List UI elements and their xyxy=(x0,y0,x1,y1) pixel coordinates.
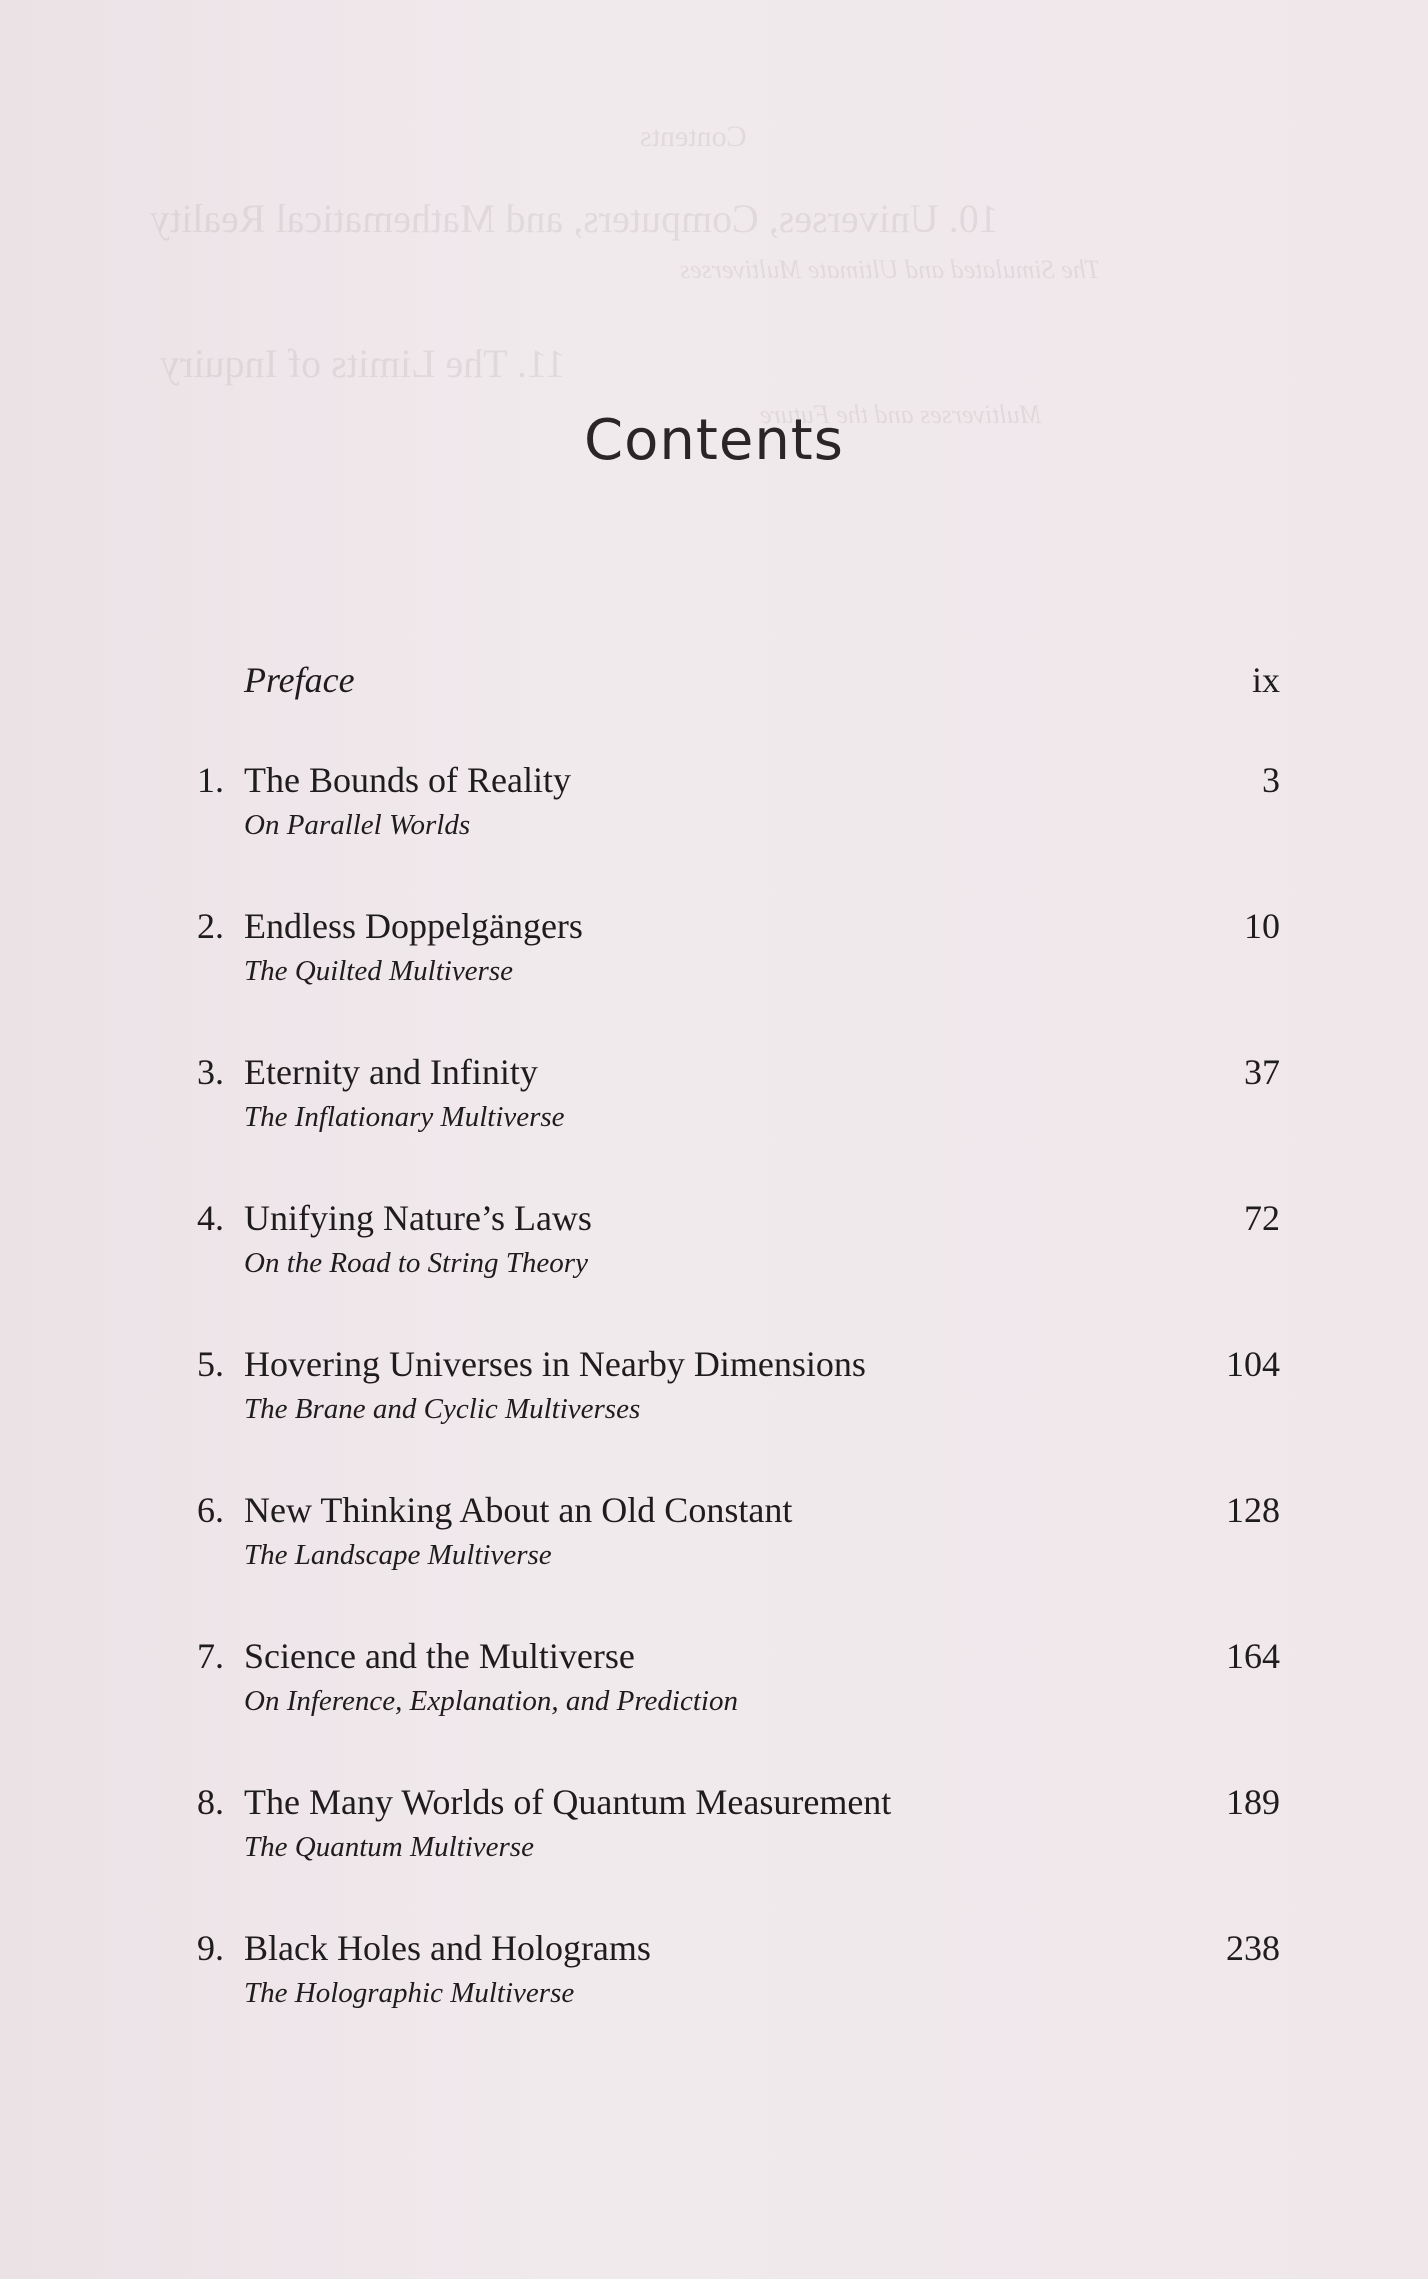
toc-entry-title: Black Holes and Holograms xyxy=(244,1928,651,1968)
toc-entry[interactable] xyxy=(180,1490,1280,1636)
page-title: Contents xyxy=(584,408,844,473)
toc-entry-page: 10 xyxy=(1244,906,1280,946)
toc-entry-page: 3 xyxy=(1262,760,1280,800)
toc-entry-number: 9. xyxy=(197,1928,224,1968)
toc-entry-number: 1. xyxy=(197,760,224,800)
toc-entry-number: 8. xyxy=(197,1782,224,1822)
toc-entry[interactable] xyxy=(180,1782,1280,1928)
toc-entry-page: 128 xyxy=(1226,1490,1280,1530)
toc-entry-subtitle: The Quilted Multiverse xyxy=(244,955,514,987)
toc-entry[interactable] xyxy=(180,906,1280,1052)
toc-entry-title: The Many Worlds of Quantum Measurement xyxy=(244,1782,892,1822)
toc-entry-title: Preface xyxy=(244,660,355,700)
toc-entry[interactable] xyxy=(180,1344,1280,1490)
toc-entry-subtitle: The Inflationary Multiverse xyxy=(244,1101,565,1133)
toc-entry-subtitle: On Parallel Worlds xyxy=(244,809,471,841)
toc-entry-subtitle: The Landscape Multiverse xyxy=(244,1539,552,1571)
show-through-text: 11. The Limits of Inquiry xyxy=(160,341,566,386)
toc-entry-preface[interactable] xyxy=(180,660,1280,760)
toc-entry-title: The Bounds of Reality xyxy=(244,760,571,800)
toc-entry-subtitle: The Quantum Multiverse xyxy=(244,1831,534,1863)
toc-entry-number: 4. xyxy=(197,1198,224,1238)
toc-entry-title: Hovering Universes in Nearby Dimensions xyxy=(244,1344,866,1384)
toc-entry-title: Eternity and Infinity xyxy=(244,1052,538,1092)
toc-entry-number: 6. xyxy=(197,1490,224,1530)
toc-entry-subtitle: On Inference, Explanation, and Prediction xyxy=(244,1685,738,1717)
toc-entry-title: Unifying Nature’s Laws xyxy=(244,1198,592,1238)
toc-entry[interactable] xyxy=(180,1052,1280,1198)
toc-entry[interactable] xyxy=(180,1198,1280,1344)
toc-entry-subtitle: The Brane and Cyclic Multiverses xyxy=(244,1393,641,1425)
toc-entry-number: 5. xyxy=(197,1344,224,1384)
toc-entry-title: Science and the Multiverse xyxy=(244,1636,635,1676)
show-through-text: Contents xyxy=(640,120,747,153)
toc-entry-page: 164 xyxy=(1226,1636,1280,1676)
toc-entry-page: ix xyxy=(1251,660,1280,700)
show-through-text: The Simulated and Ultimate Multiverses xyxy=(680,255,1101,284)
toc-entry-page: 104 xyxy=(1226,1344,1280,1384)
toc-entry[interactable] xyxy=(180,1636,1280,1782)
toc-entry-title: Endless Doppelgängers xyxy=(244,906,583,946)
toc-entry[interactable] xyxy=(180,1928,1280,2074)
toc-entry-title: New Thinking About an Old Constant xyxy=(244,1490,793,1530)
toc-entry[interactable] xyxy=(180,760,1280,906)
toc-entry-subtitle: On the Road to String Theory xyxy=(244,1247,588,1279)
table-of-contents xyxy=(180,660,1280,2074)
toc-entry-subtitle: The Holographic Multiverse xyxy=(244,1977,575,2009)
toc-entry-page: 37 xyxy=(1244,1052,1280,1092)
toc-entry-number: 2. xyxy=(197,906,224,946)
toc-entry-number: 7. xyxy=(197,1636,224,1676)
toc-entry-page: 238 xyxy=(1226,1928,1280,1968)
show-through-text: Multiverses and the Future xyxy=(760,400,1042,429)
toc-entry-page: 72 xyxy=(1244,1198,1280,1238)
toc-entry-page: 189 xyxy=(1226,1782,1280,1822)
show-through-text: 10. Universes, Computers, and Mathematical Reality xyxy=(150,196,999,241)
toc-entry-number: 3. xyxy=(197,1052,224,1092)
